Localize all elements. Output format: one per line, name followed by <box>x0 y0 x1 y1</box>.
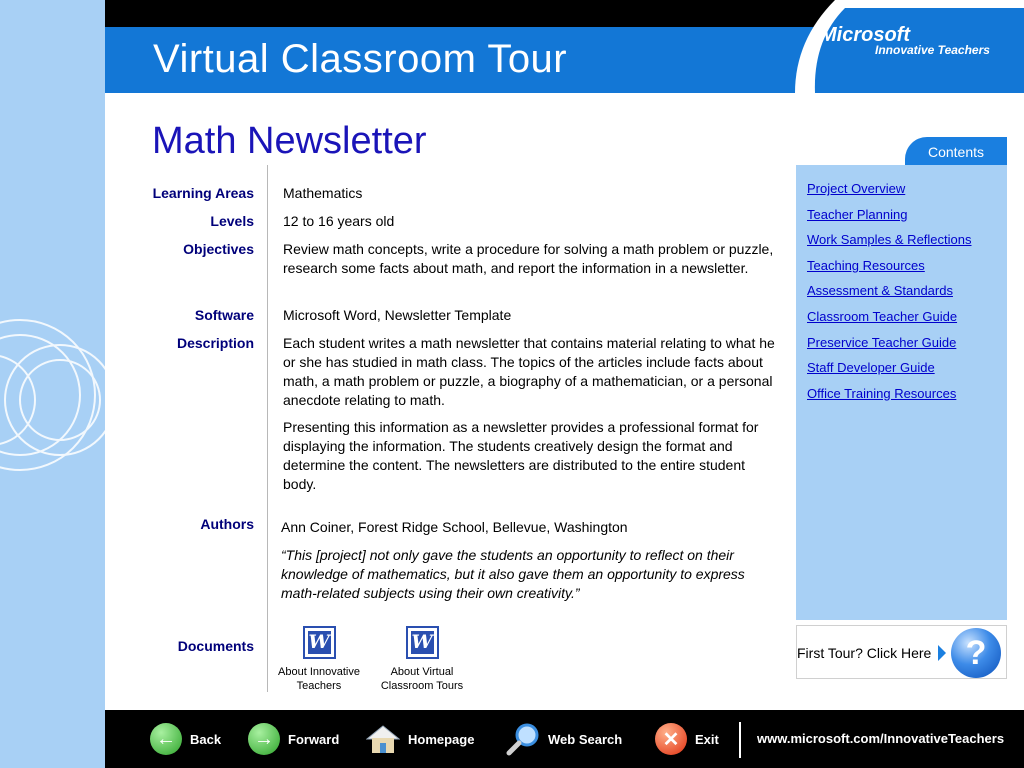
arrow-right-icon <box>938 645 946 661</box>
description-paragraph-1: Each student writes a math newsletter that contains material relating to what he or she has studied in math class. The topics of the articles include facts about math, a math problem or puzzle, a biography of a mathematician, or a personal anecdote relating to math. <box>283 335 775 408</box>
exit-button[interactable] <box>655 710 719 768</box>
contents-list-item <box>807 283 1007 309</box>
forward-button[interactable] <box>248 710 339 768</box>
forward-arrow-icon: → <box>248 723 280 755</box>
bottom-nav-bar <box>105 710 1024 768</box>
link-work-samples-reflections[interactable]: Work Samples & Reflections <box>807 232 972 248</box>
document-label-line1: About Innovative <box>278 666 360 678</box>
document-about-innovative-teachers[interactable] <box>264 626 374 693</box>
magnifier-icon <box>506 722 540 756</box>
house-icon <box>366 724 400 754</box>
help-question-icon: ? <box>951 628 1001 678</box>
levels-value: 12 to 16 years old <box>283 213 395 229</box>
homepage-button[interactable] <box>366 710 474 768</box>
document-label-line1: About Virtual <box>390 666 454 678</box>
document-label-line2: Classroom Tours <box>380 680 464 692</box>
link-teacher-planning[interactable]: Teacher Planning <box>807 206 908 222</box>
site-url-link[interactable]: www.microsoft.com/InnovativeTeachers <box>757 731 1005 746</box>
contents-list-item <box>807 232 1007 258</box>
software-label: Software <box>194 307 254 323</box>
web-search-label: Web Search <box>548 731 623 747</box>
contents-list-item <box>807 207 1007 233</box>
authors-label: Authors <box>200 516 254 532</box>
exit-label: Exit <box>695 731 719 747</box>
close-icon: ✕ <box>655 723 687 755</box>
description-paragraph-2: Presenting this information as a newsletter provides a professional format for displaying the information. The students creatively design the format and determine the content. The newsletters are distributed to the entire student body. <box>283 419 759 492</box>
contents-list-item <box>807 360 1007 386</box>
link-office-training-resources[interactable]: Office Training Resources <box>807 385 957 401</box>
contents-link-list <box>796 165 1007 411</box>
documents-label: Documents <box>177 638 254 654</box>
document-label-line2: Teachers <box>296 680 342 692</box>
learning-areas-value: Mathematics <box>283 185 363 201</box>
link-classroom-teacher-guide[interactable]: Classroom Teacher Guide <box>807 308 958 324</box>
homepage-label: Homepage <box>408 731 475 747</box>
microsoft-logo: Microsoft <box>820 24 910 46</box>
page-title: Math Newsletter <box>152 120 427 162</box>
contents-list-item <box>807 258 1007 284</box>
details-divider <box>267 165 268 692</box>
authors-value: Ann Coiner, Forest Ridge School, Bellevue, Washington <box>281 519 628 535</box>
document-about-virtual-classroom-tours[interactable] <box>367 626 477 693</box>
innovative-teachers-logo: Innovative Teachers <box>875 43 990 57</box>
link-teaching-resources[interactable]: Teaching Resources <box>807 257 925 273</box>
left-decorative-strip <box>0 0 105 768</box>
levels-label: Levels <box>210 213 254 229</box>
description-label: Description <box>176 335 254 351</box>
first-tour-label: First Tour? Click Here <box>797 645 932 661</box>
software-value: Microsoft Word, Newsletter Template <box>283 307 512 323</box>
contents-list-item <box>807 181 1007 207</box>
header-banner <box>105 24 1024 93</box>
link-project-overview[interactable]: Project Overview <box>807 181 906 196</box>
back-button[interactable] <box>150 710 221 768</box>
contents-list-item <box>807 386 1007 412</box>
link-preservice-teacher-guide[interactable]: Preservice Teacher Guide <box>807 334 957 350</box>
contents-list-item <box>807 335 1007 361</box>
objectives-label: Objectives <box>183 241 254 257</box>
nav-separator <box>739 722 741 758</box>
forward-label: Forward <box>288 731 340 747</box>
banner-title: Virtual Classroom Tour <box>153 37 568 81</box>
link-assessment-standards[interactable]: Assessment & Standards <box>807 283 953 299</box>
learning-areas-label: Learning Areas <box>152 185 254 201</box>
contents-tab: Contents <box>905 137 1007 165</box>
word-doc-icon: W <box>406 626 439 659</box>
authors-quote: “This [project] not only gave the students an opportunity to reflect on their knowledge of mathematics, but it also gave them an opportunity to express math-related subjects using their own creativity.” <box>281 547 745 601</box>
word-doc-icon: W <box>303 626 336 659</box>
contents-panel <box>796 165 1007 620</box>
objectives-value: Review math concepts, write a procedure for solving a math problem or puzzle, research some facts about math, and report the information in a newsletter. <box>283 241 774 276</box>
back-label: Back <box>190 731 222 747</box>
back-arrow-icon: ← <box>150 723 182 755</box>
contents-list-item <box>807 309 1007 335</box>
web-search-button[interactable] <box>506 710 622 768</box>
link-staff-developer-guide[interactable]: Staff Developer Guide <box>807 360 935 376</box>
first-tour-button[interactable] <box>796 625 1007 679</box>
concentric-circles-decoration <box>0 0 105 768</box>
